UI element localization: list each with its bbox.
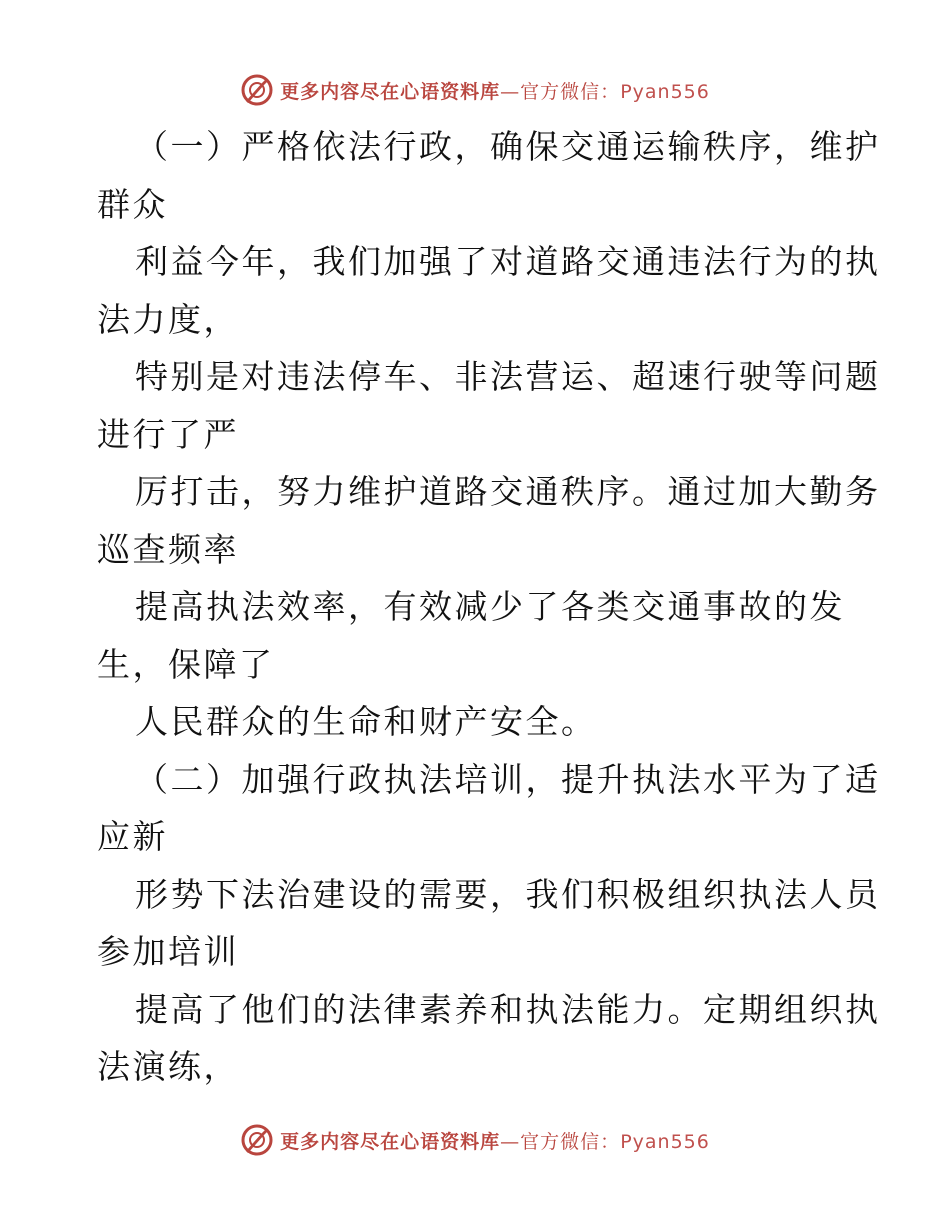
paragraph-line: 法力度， (97, 299, 239, 339)
paragraph-line: 群众 (97, 184, 168, 224)
paragraph-line: 特别是对违法停车、非法营运、超速行驶等问题 (135, 357, 881, 396)
paragraph-line: （二）加强行政执法培训，提升执法水平为了适 (135, 759, 881, 799)
logo-icon (240, 1123, 274, 1157)
footer-text: 更多内容尽在心语资料库—官方微信：Pyan556 (280, 1130, 710, 1153)
paragraph-line: 巡查频率 (97, 529, 239, 569)
paragraph-line: 提高执法效率，有效减少了各类交通事故的发 (135, 587, 845, 626)
paragraph-line: 应新 (97, 817, 168, 856)
paragraph-line: 生，保障了 (97, 644, 275, 684)
paragraph-line: （一）严格依法行政，确保交通运输秩序，维护 (135, 127, 881, 166)
paragraph-line: 法演练， (97, 1047, 239, 1086)
footer-banner (0, 1120, 950, 1160)
paragraph-line: 形势下法治建设的需要，我们积极组织执法人员 (135, 874, 881, 914)
logo-icon (240, 73, 274, 107)
header-text: 更多内容尽在心语资料库—官方微信：Pyan556 (280, 80, 710, 103)
paragraph-line: 提高了他们的法律素养和执法能力。定期组织执 (135, 989, 881, 1029)
paragraph-line: 进行了严 (97, 414, 239, 454)
paragraph-line: 利益今年，我们加强了对道路交通违法行为的执 (135, 242, 881, 281)
paragraph-line: 参加培训 (97, 932, 239, 971)
paragraph-line: 人民群众的生命和财产安全。 (135, 702, 597, 741)
paragraph-line: 厉打击，努力维护道路交通秩序。通过加大勤务 (135, 472, 881, 511)
document-body (97, 118, 881, 1096)
header-banner (0, 70, 950, 110)
